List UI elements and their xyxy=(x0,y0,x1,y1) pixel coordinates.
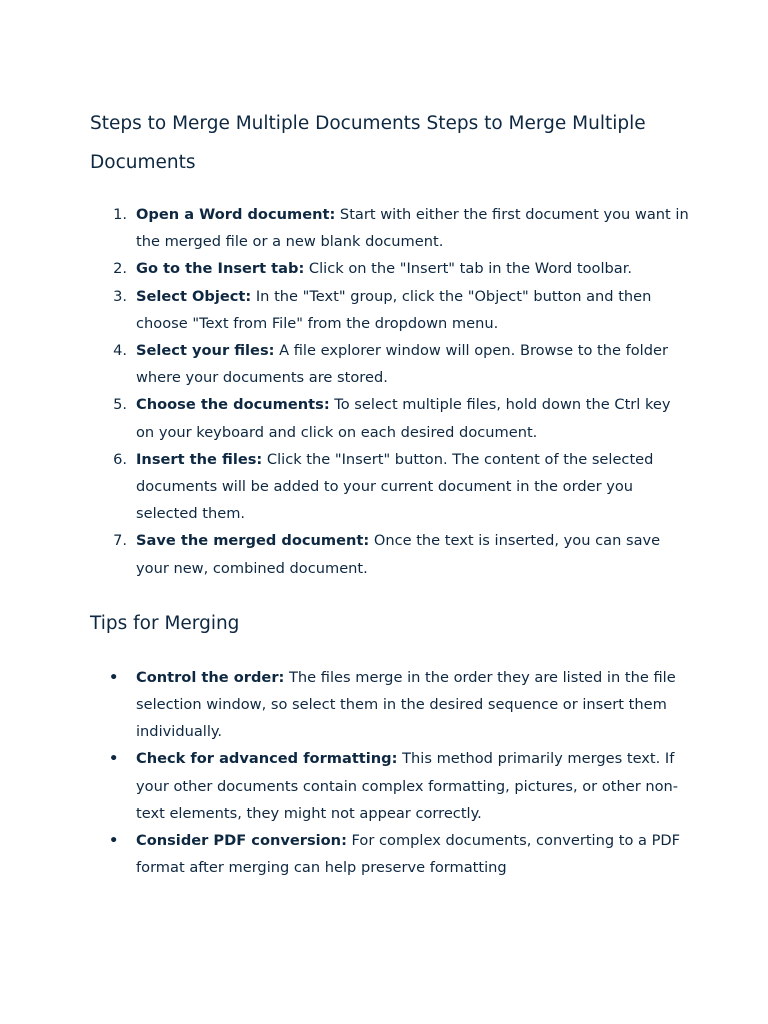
bullet-icon: • xyxy=(109,832,119,850)
step-item xyxy=(90,391,690,445)
step-item xyxy=(90,255,690,282)
step-lead: Open a Word document: xyxy=(136,206,336,223)
step-number: 6. xyxy=(113,450,127,468)
bullet-icon: • xyxy=(109,750,119,768)
step-item xyxy=(90,283,690,337)
document-page xyxy=(90,104,690,881)
step-lead: Select Object: xyxy=(136,287,252,305)
step-number: 5. xyxy=(113,396,127,414)
step-item xyxy=(90,446,690,528)
tip-text: This method primarily merges text. If your other documents contain complex formatting, pictures, or other non-text elements, they might not appear correctly. xyxy=(136,750,679,822)
step-item xyxy=(90,527,690,581)
step-lead: Select your files: xyxy=(136,342,275,360)
step-text: To select multiple files, hold down the Ctrl key on your keyboard and click on each desired document. xyxy=(136,396,671,441)
bullet-icon: • xyxy=(109,668,119,686)
step-lead: Save the merged document: xyxy=(136,532,370,550)
tip-lead: Control the order: xyxy=(136,668,285,686)
tip-text: For complex documents, converting to a PDF format after merging can help preserve formatting xyxy=(136,832,681,877)
tip-text: The files merge in the order they are listed in the file selection window, so select them in the desired sequence or insert them individually. xyxy=(136,668,676,741)
tip-item xyxy=(90,664,690,746)
tip-item xyxy=(90,745,690,827)
step-number: 1. xyxy=(113,206,127,223)
tip-item xyxy=(90,827,690,881)
tip-lead: Consider PDF conversion: xyxy=(136,832,347,850)
step-text: Start with either the first document you want in the merged file or a new blank document. xyxy=(136,206,689,251)
step-lead: Choose the documents: xyxy=(136,396,330,414)
tips-list xyxy=(90,664,690,882)
step-number: 3. xyxy=(113,287,127,305)
step-text: A file explorer window will open. Browse to the folder where your documents are stored. xyxy=(136,342,668,387)
tip-lead: Check for advanced formatting: xyxy=(136,750,398,768)
step-text: Once the text is inserted, you can save your new, combined document. xyxy=(136,532,661,577)
step-lead: Go to the Insert tab: xyxy=(136,260,305,278)
step-text: Click on the "Insert" tab in the Word toolbar. xyxy=(304,260,633,278)
step-text: In the "Text" group, click the "Object" button and then choose "Text from File" from the dropdown menu. xyxy=(136,287,652,332)
step-lead: Insert the files: xyxy=(136,450,263,468)
tips-heading: Tips for Merging xyxy=(90,612,240,634)
step-number: 4. xyxy=(113,342,127,360)
steps-list xyxy=(90,201,690,582)
step-text: Click the "Insert" button. The content of the selected documents will be added to your current document in the order you selected them. xyxy=(136,450,654,523)
step-number: 7. xyxy=(113,532,127,550)
document-title: Steps to Merge Multiple Documents Steps to Merge Multiple Documents xyxy=(90,113,646,173)
step-item xyxy=(90,201,690,255)
step-item xyxy=(90,337,690,391)
step-number: 2. xyxy=(113,260,127,278)
